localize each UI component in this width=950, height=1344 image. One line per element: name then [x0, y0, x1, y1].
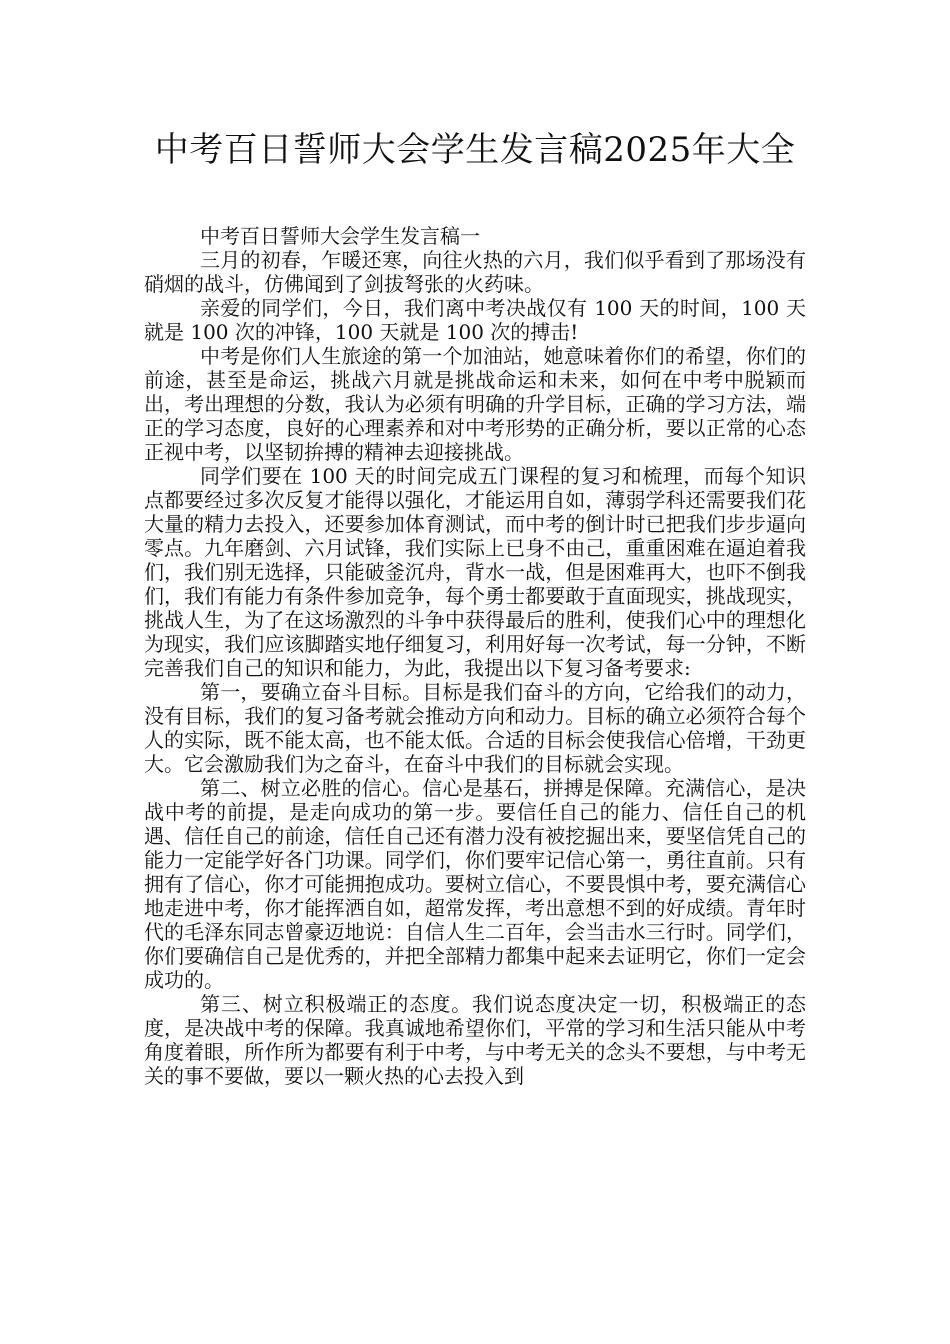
section-heading: 中考百日誓师大会学生发言稿一 [200, 224, 480, 248]
paragraph-exam-meaning: 中考是你们人生旅途的第一个加油站，她意味着你们的希望，你们的前途，甚至是命运，挑战六月就是挑战命运和未来，如何在中考中脱颖而出，考出理想的分数，我认为必须有明确的升学目标，正确的学习方法，端正的学习态度，良好的心理素养和对中考形势的正确分析，要以正常的心态正视中考，以坚韧拚搏的精神去迎接挑战。 [144, 344, 806, 464]
document-title: 中考百日誓师大会学生发言稿2025年大全 [154, 130, 796, 170]
paragraph-greeting: 亲爱的同学们，今日，我们离中考决战仅有 100 天的时间，100 天就是 100 次的冲锋，100 天就是 100 次的搏击! [144, 296, 806, 344]
paragraph-intro: 三月的初春，乍暖还寒，向往火热的六月，我们似乎看到了那场没有硝烟的战斗，仿佛闻到了剑拔弩张的火药味。 [144, 248, 806, 296]
paragraph-point-one: 第一，要确立奋斗目标。目标是我们奋斗的方向，它给我们的动力，没有目标，我们的复习备考就会推动方向和动力。目标的确立必须符合每个人的实际，既不能太高，也不能太低。合适的目标会使我信心倍增，干劲更大。它会激励我们为之奋斗，在奋斗中我们的目标就会实现。 [144, 680, 806, 776]
paragraph-review-plan: 同学们要在 100 天的时间完成五门课程的复习和梳理，而每个知识点都要经过多次反复才能得以强化，才能运用自如，薄弱学科还需要我们花大量的精力去投入，还要参加体育测试，而中考的倒计时已把我们步步逼向零点。九年磨剑、六月试锋，我们实际上已身不由己，重重困难在逼迫着我们，我们别无选择，只能破釜沉舟，背水一战，但是困难再大，也吓不倒我们，我们有能力有条件参加竞争，每个勇士都要敢于直面现实，挑战现实，挑战人生，为了在这场激烈的斗争中获得最后的胜利，使我们心中的理想化为现实，我们应该脚踏实地仔细复习，利用好每一次考试，每一分钟，不断完善我们自己的知识和能力，为此，我提出以下复习备考要求: [144, 464, 806, 680]
document-body [144, 224, 806, 1088]
paragraph-point-three: 第三、树立积极端正的态度。我们说态度决定一切，积极端正的态度，是决战中考的保障。我真诚地希望你们，平常的学习和生活只能从中考角度着眼，所作所为都要有利于中考，与中考无关的念头不要想，与中考无关的事不要做，要以一颗火热的心去投入到 [144, 992, 806, 1088]
paragraph-point-two: 第二、树立必胜的信心。信心是基石，拼搏是保障。充满信心，是决战中考的前提，是走向成功的第一步。要信任自己的能力、信任自己的机遇、信任自己的前途，信任自己还有潜力没有被挖掘出来，要坚信凭自己的能力一定能学好各门功课。同学们，你们要牢记信心第一，勇往直前。只有拥有了信心，你才可能拥抱成功。要树立信心，不要畏惧中考，要充满信心地走进中考，你才能挥洒自如，超常发挥，考出意想不到的好成绩。青年时代的毛泽东同志曾豪迈地说：自信人生二百年，会当击水三行时。同学们，你们要确信自己是优秀的，并把全部精力都集中起来去证明它，你们一定会成功的。 [144, 776, 806, 992]
